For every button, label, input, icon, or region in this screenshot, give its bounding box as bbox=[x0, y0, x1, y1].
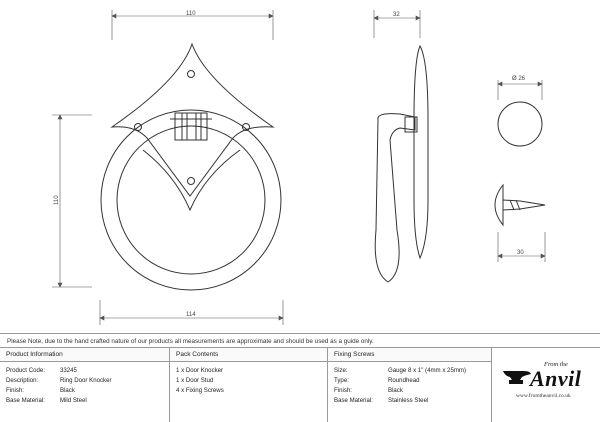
ring-inner bbox=[117, 126, 265, 274]
measurement-note: Please Note, due to the hand crafted nature of our products all measurements are approximate and should be used as a guide only. bbox=[0, 333, 600, 348]
table-row: Size: Gauge 8 x 1" (4mm x 25mm) bbox=[334, 367, 467, 374]
screw-length-label: 30 bbox=[517, 250, 524, 256]
side-depth-label: 32 bbox=[393, 12, 400, 18]
ring-outer bbox=[101, 110, 281, 290]
screw-head-front bbox=[498, 102, 542, 146]
backplate-outline bbox=[112, 44, 273, 196]
backplate-inner-point bbox=[143, 150, 240, 210]
product-info-heading: Product Information bbox=[0, 348, 169, 362]
table-row: Product Code: 33245 bbox=[6, 367, 77, 374]
anvil-icon bbox=[502, 368, 532, 386]
screw-hole-bottom bbox=[188, 178, 195, 185]
pack-contents-heading: Pack Contents bbox=[170, 348, 327, 362]
front-dimensions bbox=[52, 10, 283, 325]
front-height-label: 110 bbox=[54, 195, 60, 205]
pack-contents-table bbox=[170, 348, 328, 422]
ring-width-label: 114 bbox=[186, 312, 196, 318]
screw-side bbox=[495, 185, 545, 225]
table-row: Type: Roundhead bbox=[334, 377, 420, 384]
table-row: Finish: Black bbox=[6, 387, 75, 394]
table-row: Base Material: Stainless Steel bbox=[334, 397, 429, 404]
side-backplate bbox=[414, 46, 428, 258]
table-row: Description: Ring Door Knocker bbox=[6, 377, 112, 384]
logo-from-text: From the bbox=[544, 361, 568, 368]
logo-url: www.fromtheanvil.co.uk bbox=[516, 393, 571, 399]
front-view bbox=[101, 44, 281, 290]
table-row: Base Material: Mild Steel bbox=[6, 397, 87, 404]
list-item: 1 x Door Knocker bbox=[176, 367, 224, 374]
front-width-label: 110 bbox=[186, 11, 196, 17]
side-knocker-arm bbox=[375, 114, 415, 282]
screw-hole-top bbox=[188, 71, 195, 78]
side-view bbox=[375, 46, 428, 282]
screw-head-diameter-label: Ø 26 bbox=[512, 76, 526, 82]
fixing-screws-heading: Fixing Screws bbox=[328, 348, 491, 362]
fixing-screws-table bbox=[328, 348, 492, 422]
screw-head-dimension bbox=[498, 80, 542, 100]
product-info-table bbox=[0, 348, 170, 422]
list-item: 1 x Door Stud bbox=[176, 377, 214, 384]
logo-wordmark: Anvil bbox=[530, 366, 582, 391]
brand-logo bbox=[492, 348, 600, 422]
list-item: 4 x Fixing Screws bbox=[176, 387, 224, 394]
screw-length-dimension bbox=[498, 232, 545, 262]
table-row: Finish: Black bbox=[334, 387, 403, 394]
